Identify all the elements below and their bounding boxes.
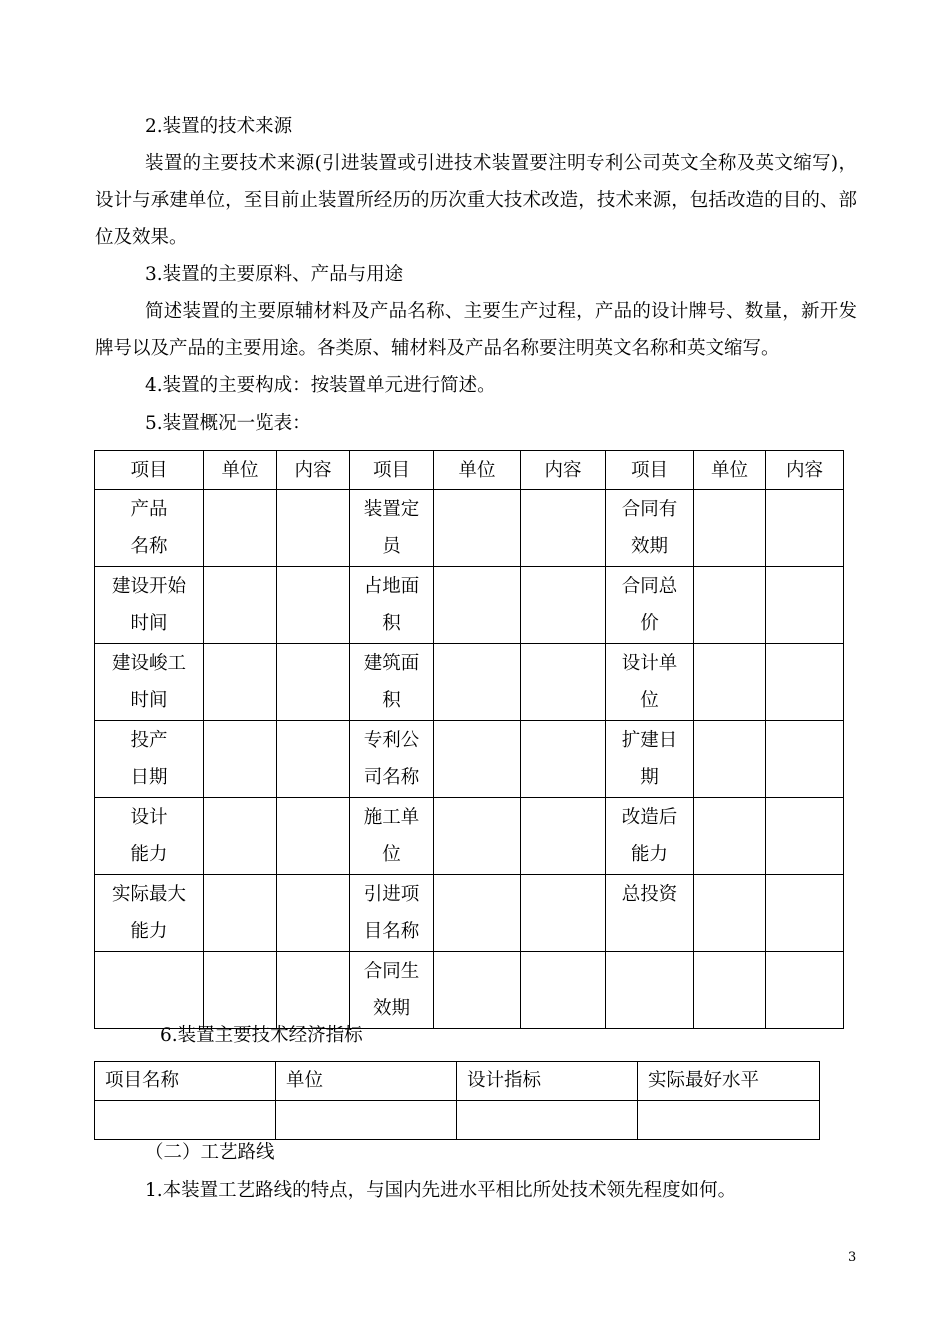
- header-cell: [694, 451, 766, 490]
- table-cell: [434, 490, 521, 567]
- table-cell: [204, 721, 277, 798]
- table-cell: [457, 1101, 638, 1140]
- cell-text: 单位: [286, 1070, 324, 1091]
- header-cell: [606, 451, 694, 490]
- table-cell: [521, 490, 606, 567]
- section-heading-materials: 3.装置的主要原料、产品与用途: [145, 264, 404, 285]
- cell-text: 合同生 效期: [363, 961, 420, 1019]
- table-cell: [434, 952, 521, 1029]
- section-heading-composition: 4.装置的主要构成：按装置单元进行简述。: [145, 375, 496, 396]
- cell-text: [204, 798, 276, 799]
- table-cell: [204, 490, 277, 567]
- table-cell: [204, 875, 277, 952]
- table-cell: [95, 721, 204, 798]
- cell-text: [766, 721, 843, 722]
- table-cell: [606, 952, 694, 1029]
- header-cell: [277, 451, 350, 490]
- header-cell: [204, 451, 277, 490]
- cell-text: [766, 567, 843, 568]
- table-cell: [694, 952, 766, 1029]
- cell-text: [277, 721, 349, 722]
- cell-text: 投产 日期: [130, 730, 168, 788]
- cell-text: 设计单 位: [621, 653, 678, 711]
- table-cell: [277, 490, 350, 567]
- cell-text: [521, 952, 605, 953]
- table-cell: [521, 567, 606, 644]
- cell-text: [434, 721, 520, 722]
- table-cell: [766, 644, 844, 721]
- cell-text: [277, 490, 349, 491]
- cell-text: 扩建日 期: [621, 730, 678, 788]
- cell-text: [204, 875, 276, 876]
- cell-text: 产品 名称: [130, 499, 168, 557]
- table-cell: [350, 721, 434, 798]
- table-cell: [694, 721, 766, 798]
- cell-text: [277, 644, 349, 645]
- cell-text: 引进项 目名称: [363, 884, 420, 942]
- section-heading-indicators: 6.装置主要技术经济指标: [160, 1025, 363, 1046]
- table-cell: [204, 798, 277, 875]
- cell-text: 建设开始 时间: [111, 576, 186, 634]
- table-cell: [434, 798, 521, 875]
- cell-text: 建设峻工 时间: [111, 653, 186, 711]
- cell-text: 设计指标: [467, 1070, 542, 1091]
- table-cell: [95, 875, 204, 952]
- cell-text: 内容: [544, 460, 582, 481]
- table-cell: [638, 1101, 820, 1140]
- table-cell: [521, 875, 606, 952]
- cell-text: 单位: [221, 460, 259, 481]
- cell-text: [521, 567, 605, 568]
- header-cell: [276, 1062, 457, 1101]
- table-cell: [694, 875, 766, 952]
- table-cell: [350, 875, 434, 952]
- cell-text: [694, 721, 765, 722]
- cell-text: 专利公 司名称: [363, 730, 420, 788]
- cell-text: [694, 798, 765, 799]
- table-cell: [204, 644, 277, 721]
- table-cell: [606, 567, 694, 644]
- table-cell: [277, 798, 350, 875]
- table-cell: [434, 567, 521, 644]
- cell-text: [277, 875, 349, 876]
- table-cell: [277, 644, 350, 721]
- cell-text: 内容: [294, 460, 332, 481]
- cell-text: 单位: [458, 460, 496, 481]
- cell-text: [434, 644, 520, 645]
- table-cell: [350, 490, 434, 567]
- table-row: [95, 798, 844, 875]
- section-heading-tech-source: 2.装置的技术来源: [145, 116, 293, 137]
- cell-text: [521, 721, 605, 722]
- table-cell: [606, 798, 694, 875]
- cell-text: 项目: [130, 460, 168, 481]
- table-cell: [694, 490, 766, 567]
- header-cell: [521, 451, 606, 490]
- overview-table: [94, 450, 844, 1029]
- cell-text: 项目: [372, 460, 410, 481]
- table-cell: [766, 875, 844, 952]
- table-cell: [521, 644, 606, 721]
- cell-text: [434, 490, 520, 491]
- cell-text: 改造后 能力: [621, 807, 678, 865]
- header-cell: [434, 451, 521, 490]
- cell-text: 单位: [710, 460, 748, 481]
- cell-text: [204, 952, 276, 953]
- cell-text: [434, 567, 520, 568]
- cell-text: [766, 490, 843, 491]
- indicator-header-row: [95, 1062, 820, 1101]
- table-cell: [606, 875, 694, 952]
- table-row: [95, 490, 844, 567]
- cell-text: 装置定 员: [363, 499, 420, 557]
- cell-text: 占地面 积: [363, 576, 420, 634]
- header-cell: [350, 451, 434, 490]
- cell-text: [521, 875, 605, 876]
- table-cell: [606, 490, 694, 567]
- cell-text: [204, 567, 276, 568]
- paragraph-process-route: 1.本装置工艺路线的特点，与国内先进水平相比所处技术领先程度如何。: [145, 1180, 737, 1201]
- cell-text: [694, 952, 765, 953]
- table-cell: [766, 952, 844, 1029]
- cell-text: 实际最大 能力: [111, 884, 186, 942]
- paragraph-tech-source: 装置的主要技术来源(引进装置或引进技术装置要注明专利公司英文全称及英文缩写)，设计与承建单位，至目前止装置所经历的历次重大技术改造，技术来源，包括改造的目的、部位及效果。: [95, 153, 857, 248]
- section-heading-overview: 5.装置概况一览表：: [145, 413, 311, 434]
- table-cell: [350, 644, 434, 721]
- cell-text: [694, 644, 765, 645]
- header-cell: [95, 451, 204, 490]
- cell-text: [521, 644, 605, 645]
- table-cell: [277, 875, 350, 952]
- table-cell: [95, 490, 204, 567]
- table-cell: [95, 644, 204, 721]
- cell-text: [204, 644, 276, 645]
- table-row: [95, 644, 844, 721]
- section-heading-process-route: （二）工艺路线: [145, 1142, 275, 1163]
- header-cell: [95, 1062, 276, 1101]
- paragraph-materials: 简述装置的主要原辅材料及产品名称、主要生产过程，产品的设计牌号、数量，新开发牌号以及产品的主要用途。各类原、辅材料及产品名称要注明英文名称和英文缩写。: [95, 301, 857, 359]
- table-cell: [277, 721, 350, 798]
- table-cell: [694, 644, 766, 721]
- cell-text: 施工单 位: [363, 807, 420, 865]
- cell-text: 设计 能力: [130, 807, 168, 865]
- table-cell: [694, 798, 766, 875]
- page-number: 3: [848, 1250, 857, 1265]
- cell-text: [521, 798, 605, 799]
- indicator-table: [94, 1061, 820, 1140]
- table-cell: [521, 721, 606, 798]
- cell-text: [766, 952, 843, 953]
- cell-text: [694, 875, 765, 876]
- table-cell: [766, 798, 844, 875]
- table-row: [95, 567, 844, 644]
- table-cell: [521, 798, 606, 875]
- cell-text: [434, 875, 520, 876]
- table-cell: [277, 567, 350, 644]
- cell-text: [277, 952, 349, 953]
- table-cell: [276, 1101, 457, 1140]
- table-cell: [434, 644, 521, 721]
- table-cell: [95, 567, 204, 644]
- cell-text: 项目: [630, 460, 668, 481]
- cell-text: 内容: [785, 460, 823, 481]
- cell-text: 合同总 价: [621, 576, 678, 634]
- table-cell: [766, 490, 844, 567]
- cell-text: [434, 952, 520, 953]
- table-cell: [434, 875, 521, 952]
- table-cell: [95, 798, 204, 875]
- cell-text: [204, 490, 276, 491]
- cell-text: [521, 490, 605, 491]
- table-cell: [521, 952, 606, 1029]
- table-cell: [204, 567, 277, 644]
- cell-text: [434, 798, 520, 799]
- cell-text: [694, 490, 765, 491]
- table-row: [95, 721, 844, 798]
- overview-header-row: [95, 451, 844, 490]
- cell-text: [694, 567, 765, 568]
- cell-text: 实际最好水平: [648, 1070, 760, 1091]
- table-cell: [606, 644, 694, 721]
- header-cell: [457, 1062, 638, 1101]
- cell-text: [277, 567, 349, 568]
- table-cell: [694, 567, 766, 644]
- table-row: [95, 875, 844, 952]
- cell-text: [277, 798, 349, 799]
- table-cell: [350, 798, 434, 875]
- cell-text: [766, 798, 843, 799]
- table-cell: [766, 721, 844, 798]
- cell-text: [766, 875, 843, 876]
- header-cell: [766, 451, 844, 490]
- header-cell: [638, 1062, 820, 1101]
- table-cell: [766, 567, 844, 644]
- cell-text: 合同有 效期: [621, 499, 678, 557]
- cell-text: [95, 952, 203, 953]
- table-cell: [434, 721, 521, 798]
- cell-text: [606, 952, 693, 953]
- table-cell: [606, 721, 694, 798]
- cell-text: [766, 644, 843, 645]
- cell-text: 建筑面 积: [363, 653, 420, 711]
- table-cell: [350, 567, 434, 644]
- cell-text: [204, 721, 276, 722]
- cell-text: 总投资: [621, 884, 678, 905]
- cell-text: 项目名称: [105, 1070, 180, 1091]
